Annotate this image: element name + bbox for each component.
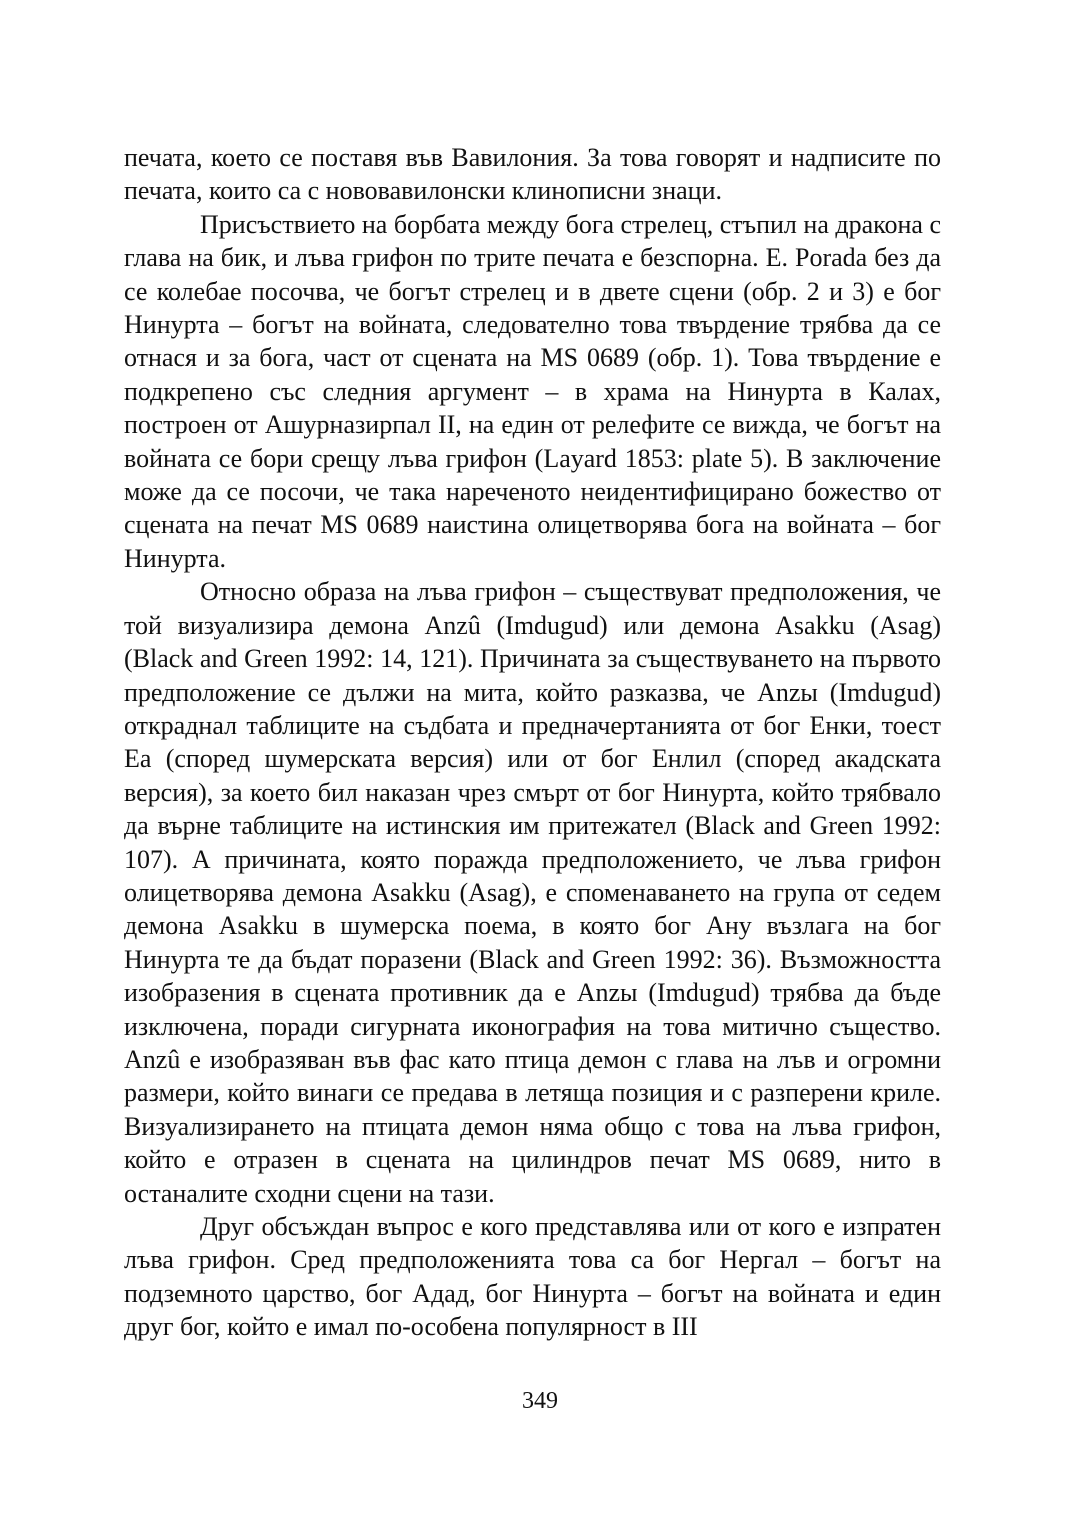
paragraph-1: печата, което се поставя във Вавилония. За това говорят и надписите по печата, които са с нововавилонски клинописни знаци. [124, 143, 941, 206]
page-number: 349 [522, 1388, 558, 1414]
paragraph-4: Друг обсъждан въпрос е кого представлява или от кого е изпратен лъва грифон. Сред предположенията това са бог Нергал – богът на подземното царство, бог Адад, бог Нинурта – богът на войната и един друг бог, който е имал по-особена популярност в III [124, 1212, 941, 1342]
paragraph-3: Относно образа на лъва грифон – съществуват предположения, че той визуализира демона Anzû (Imdugud) или демона Asakku (Asag) (Black and Green 1992: 14, 121). Причината за съществуването на първото предположение се дължи на мита, който разказва, че Anzы (Imdugud) откраднал таблиците на съдбата и предначертанията от бог Енки, тоест Еа (според шумерската версия) или от бог Енлил (според акадската версия), за което бил наказан чрез смърт от бог Нинурта, който трябвало да върне таблиците на истинския им притежател (Black and Green 1992: 107). А причината, която поражда предположението, че лъва грифон олицетворява демона Asakku (Asag), е споменаването на група от седем демона Asakku в шумерска поема, в която бог Ану възлага на бог Нинурта те да бъдат поразени (Black and Green 1992: 36). Възможността изобразения в сцената противник да е Anzы (Imdugud) трябва да бъде изключена, поради сигурната иконография на това митично същество. Anzû е изобразяван във фас като птица демон с глава на лъв и огромни размери, който винаги се предава в летяща позиция и с разперени криле. Визуализирането на птицата демон няма общо с това на лъва грифон, който е отразен в сцената на цилиндров печат MS 0689, нито в останалите сходни сцени на тази. [124, 577, 941, 1208]
paragraph-2: Присъствието на борбата между бога стрелец, стъпил на дракона с глава на бик, и лъва грифон по трите печата е безспорна. E. Porada без да се колебае посочва, че богът стрелец и в двете сцени (обр. 2 и 3) е бог Нинурта – богът на войната, следователно това твърдение трябва да се отнася и за бога, част от сцената на MS 0689 (обр. 1). Това твърдение е подкрепено със следния аргумент – в храма на Нинурта в Калах, построен от Ашурназирпал II, на един от релефите се вижда, че богът на войната се бори срещу лъва грифон (Layard 1853: plate 5). В заключение може да се посочи, че така нареченото неидентифицирано божество от сцената на печат MS 0689 наистина олицетворява бога на войната – бог Нинурта. [124, 209, 941, 573]
page-body [124, 141, 941, 1344]
